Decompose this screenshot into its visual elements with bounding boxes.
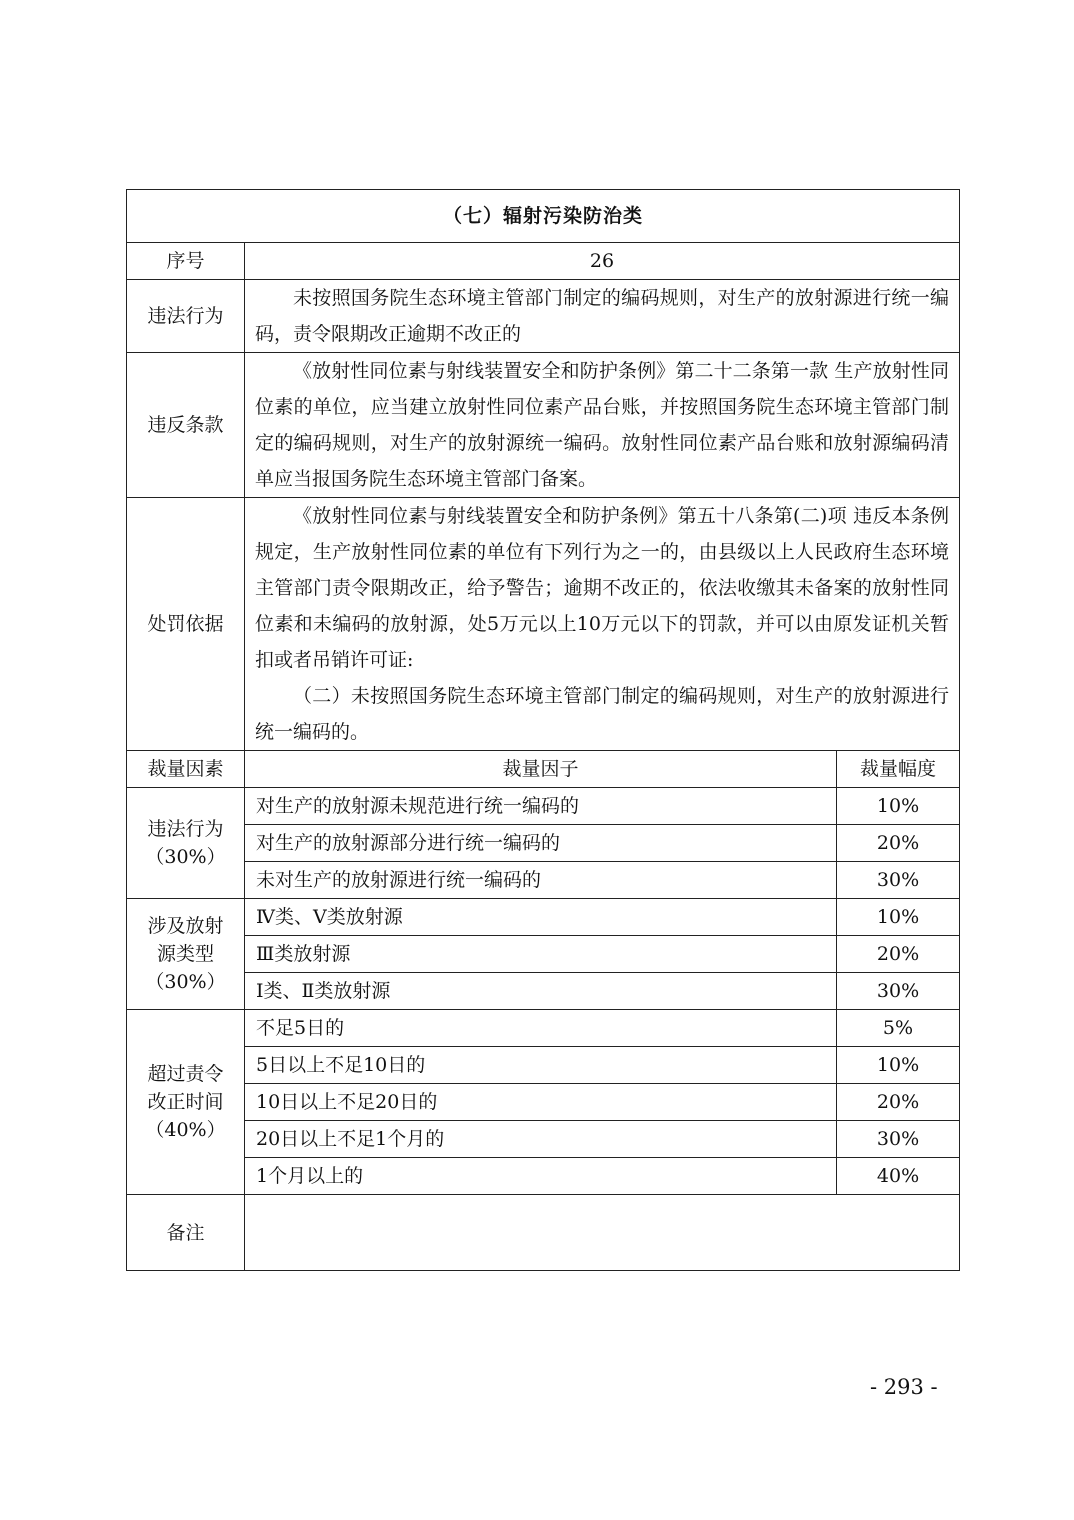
- factor-item: Ⅰ类、Ⅱ类放射源: [245, 973, 837, 1010]
- violated-clause-text: [245, 353, 960, 498]
- penalty-basis-label: 处罚依据: [127, 498, 245, 751]
- group-label-line: （30%）: [145, 846, 226, 868]
- factor-item: 对生产的放射源未规范进行统一编码的: [245, 788, 837, 825]
- discretion-subfactor-header: 裁量因子: [245, 751, 837, 788]
- page-number: - 293 -: [870, 1375, 938, 1399]
- factor-range: 20%: [837, 936, 960, 973]
- group-label-line: （40%）: [145, 1119, 226, 1141]
- factor-range: 10%: [837, 899, 960, 936]
- violated-clause-label: 违反条款: [127, 353, 245, 498]
- factor-item: 5日以上不足10日的: [245, 1047, 837, 1084]
- violation-text: [245, 280, 960, 353]
- factor-group-label: [127, 1010, 245, 1195]
- violation-label: 违法行为: [127, 280, 245, 353]
- penalty-basis-text: [245, 498, 960, 751]
- factor-item: Ⅲ类放射源: [245, 936, 837, 973]
- factor-range: 30%: [837, 862, 960, 899]
- factor-item: 对生产的放射源部分进行统一编码的: [245, 825, 837, 862]
- serial-label: 序号: [127, 243, 245, 280]
- factor-item: 20日以上不足1个月的: [245, 1121, 837, 1158]
- group-label-line: 源类型: [156, 943, 214, 965]
- factor-range: 5%: [837, 1010, 960, 1047]
- factor-item: 1个月以上的: [245, 1158, 837, 1195]
- factor-item: 10日以上不足20日的: [245, 1084, 837, 1121]
- factor-group-label: [127, 899, 245, 1010]
- factor-range: 10%: [837, 1047, 960, 1084]
- remarks-label: 备注: [127, 1195, 245, 1271]
- group-label-line: 违法行为: [147, 818, 224, 840]
- discretion-range-header: 裁量幅度: [837, 751, 960, 788]
- factor-range: 40%: [837, 1158, 960, 1195]
- factor-range: 20%: [837, 825, 960, 862]
- group-label-line: 涉及放射: [147, 915, 224, 937]
- table-title: （七）辐射污染防治类: [127, 190, 960, 243]
- factor-range: 30%: [837, 1121, 960, 1158]
- violated-clause-paragraph: 《放射性同位素与射线装置安全和防护条例》第二十二条第一款 生产放射性同位素的单位，应当建立放射性同位素产品台账，并按照国务院生态环境主管部门制定的编码规则，对生产的放射源统一编码。放射性同位素产品台账和放射源编码清单应当报国务院生态环境主管部门备案。: [255, 360, 950, 490]
- factor-group-label: [127, 788, 245, 899]
- group-label-line: 超过责令: [147, 1063, 224, 1085]
- penalty-basis-paragraph: （二）未按照国务院生态环境主管部门制定的编码规则，对生产的放射源进行统一编码的。: [255, 685, 950, 743]
- penalty-basis-paragraph: 《放射性同位素与射线装置安全和防护条例》第五十八条第(二)项 违反本条例规定，生产放射性同位素的单位有下列行为之一的，由县级以上人民政府生态环境主管部门责令限期改正，给予警告；逾期不改正的，依法收缴其未备案的放射性同位素和未编码的放射源，处5万元以上10万元以下的罚款，并可以由原发证机关暂扣或者吊销许可证:: [255, 505, 950, 671]
- factor-item: Ⅳ类、Ⅴ类放射源: [245, 899, 837, 936]
- discretion-factor-header: 裁量因素: [127, 751, 245, 788]
- factor-range: 20%: [837, 1084, 960, 1121]
- group-label-line: （30%）: [145, 971, 226, 993]
- serial-value: 26: [245, 243, 960, 280]
- factor-item: 不足5日的: [245, 1010, 837, 1047]
- regulation-table: [126, 189, 960, 1271]
- remarks-text: [245, 1195, 960, 1271]
- factor-item: 未对生产的放射源进行统一编码的: [245, 862, 837, 899]
- violation-paragraph: 未按照国务院生态环境主管部门制定的编码规则，对生产的放射源进行统一编码，责令限期改正逾期不改正的: [255, 287, 950, 345]
- factor-range: 10%: [837, 788, 960, 825]
- group-label-line: 改正时间: [147, 1091, 224, 1113]
- factor-range: 30%: [837, 973, 960, 1010]
